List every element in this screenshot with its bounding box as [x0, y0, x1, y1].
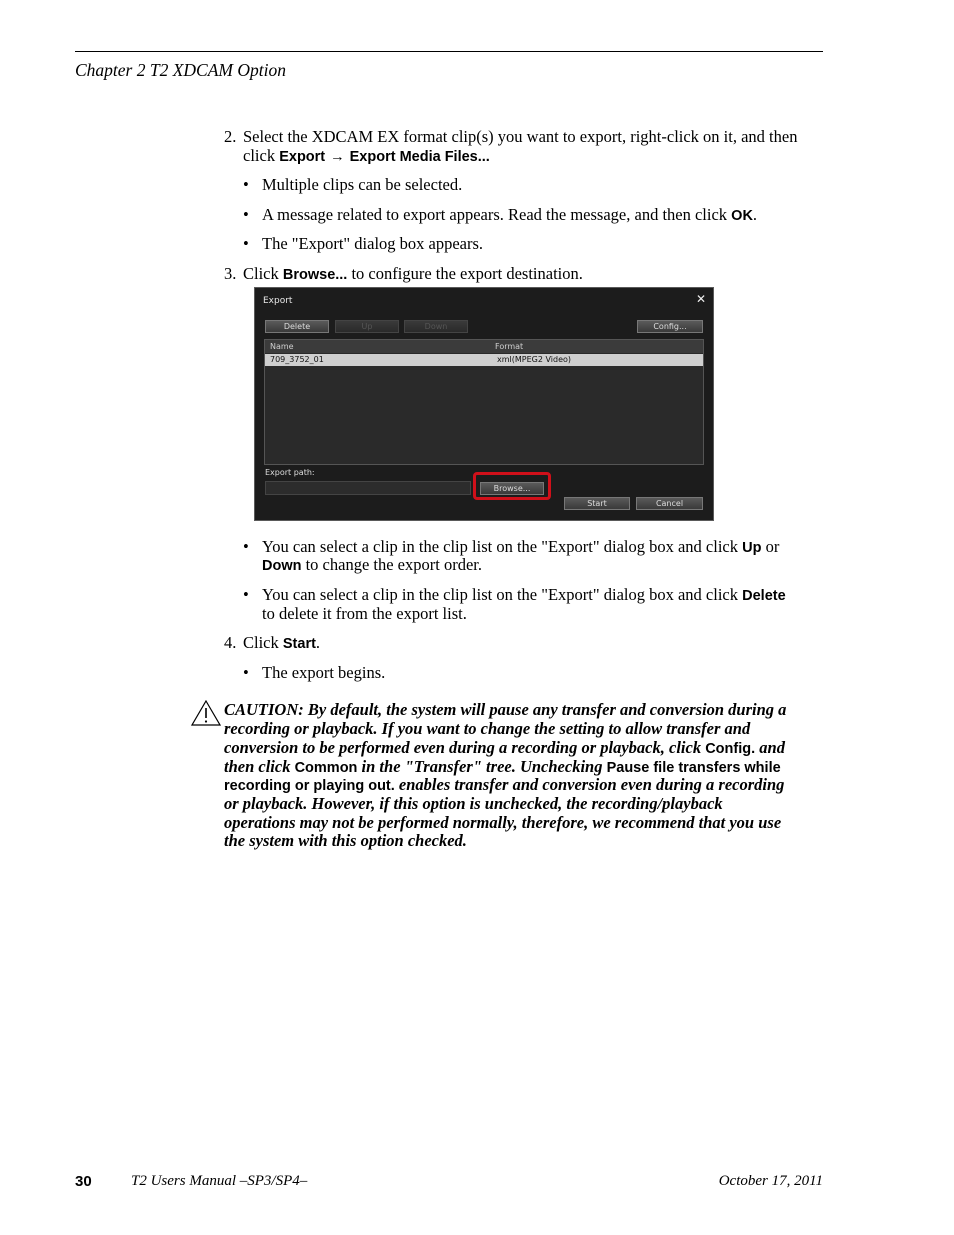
step-4-bullet: The export begins.	[262, 663, 386, 682]
bullet-icon: •	[243, 205, 249, 224]
bullet-text: A message related to export appears. Read the message, and then click	[262, 205, 732, 224]
manual-title: T2 Users Manual –SP3/SP4–	[131, 1173, 308, 1189]
export-path-input[interactable]	[265, 481, 471, 495]
bullet-delete-line1	[262, 585, 786, 606]
config-button[interactable]: Config...	[637, 320, 703, 333]
caution-text: and	[755, 738, 785, 757]
export-dialog	[254, 287, 714, 521]
chapter-heading: Chapter 2 T2 XDCAM Option	[75, 60, 286, 80]
caution-line-3	[224, 738, 785, 759]
step-2-bullet-1: Multiple clips can be selected.	[262, 175, 463, 194]
bullet-tail: to change the export order.	[301, 555, 482, 574]
step-2-line2	[243, 146, 490, 167]
bullet-delete-line2: to delete it from the export list.	[262, 604, 467, 623]
down-button[interactable]: Down	[404, 320, 468, 333]
pause-option-ref-cont: recording or playing out.	[224, 778, 395, 794]
delete-button[interactable]: Delete	[265, 320, 329, 333]
export-menu-ref: Export	[279, 149, 326, 165]
delete-ref: Delete	[742, 588, 786, 604]
bullet-icon: •	[243, 537, 249, 556]
step-3-text	[243, 264, 583, 285]
caution-text: in the "Transfer" tree. Unchecking	[357, 757, 607, 776]
caution-text: enables transfer and conversion even during a recording	[394, 775, 785, 794]
caution-line-6: or playback. However, if this option is unchecked, the recording/playback	[224, 794, 723, 813]
browse-ref: Browse...	[282, 267, 348, 283]
caution-line-7: operations may not be performed normally, therefore, we recommend that you use	[224, 813, 782, 832]
dialog-title: Export	[263, 296, 293, 306]
caution-text: then click	[224, 757, 295, 776]
config-ref: Config.	[705, 741, 756, 757]
table-row[interactable]	[265, 354, 703, 366]
step-2-bullet-3: The "Export" dialog box appears.	[262, 234, 484, 253]
common-ref: Common	[294, 760, 358, 776]
up-ref: Up	[742, 540, 762, 556]
bullet-text: You can select a clip in the clip list on the "Export" dialog box and click	[262, 537, 743, 556]
page-number: 30	[75, 1173, 92, 1190]
list-header	[265, 340, 703, 353]
caution-text: conversion to be performed even during a recording or playback, click	[224, 738, 706, 757]
bullet-up-down-line2	[262, 555, 482, 576]
bullet-icon: •	[243, 175, 249, 194]
step-4-number: 4.	[224, 633, 237, 652]
row-name: 709_3752_01	[270, 355, 324, 364]
column-name[interactable]: Name	[270, 342, 294, 351]
footer-date: October 17, 2011	[718, 1173, 823, 1189]
start-ref: Start	[282, 636, 316, 652]
arrow-icon: →	[330, 149, 345, 165]
step-2-number: 2.	[224, 127, 237, 146]
step-2-line1: Select the XDCAM EX format clip(s) you want to export, right-click on it, and then	[243, 127, 798, 146]
clip-list[interactable]	[264, 339, 704, 465]
step-2-bullet-2	[262, 205, 757, 226]
export-path-label: Export path:	[265, 468, 315, 477]
pause-option-ref: Pause file transfers while	[606, 760, 781, 776]
caution-line-8: the system with this option checked.	[224, 831, 467, 850]
caution-line-2: recording or playback. If you want to change the setting to allow transfer and	[224, 719, 751, 738]
ok-ref: OK	[731, 208, 753, 224]
bullet-tail: .	[752, 205, 758, 224]
export-media-files-ref: Export Media Files...	[349, 149, 490, 165]
cancel-button[interactable]: Cancel	[636, 497, 703, 510]
step-4-pre: Click	[243, 633, 283, 652]
down-ref: Down	[262, 558, 302, 574]
close-icon[interactable]: ✕	[695, 292, 706, 306]
step-3-post: to configure the export destination.	[347, 264, 583, 283]
bullet-or: or	[761, 537, 780, 556]
step-3-number: 3.	[224, 264, 237, 283]
step-4-post: .	[315, 633, 321, 652]
up-button[interactable]: Up	[335, 320, 399, 333]
caution-icon	[191, 700, 221, 726]
caution-line-5	[224, 775, 784, 796]
step-3-pre: Click	[243, 264, 283, 283]
step-4-text	[243, 633, 320, 654]
bullet-icon: •	[243, 234, 249, 253]
row-format: xml(MPEG2 Video)	[497, 355, 572, 364]
column-format[interactable]: Format	[495, 342, 524, 351]
start-button[interactable]: Start	[564, 497, 630, 510]
bullet-icon: •	[243, 585, 249, 604]
browse-button[interactable]: Browse...	[480, 482, 544, 495]
bullet-text: You can select a clip in the clip list on the "Export" dialog box and click	[262, 585, 743, 604]
bullet-icon: •	[243, 663, 249, 682]
step-2-click-text: click	[243, 146, 280, 165]
header-rule	[75, 51, 823, 52]
caution-line-1: CAUTION: By default, the system will pause any transfer and conversion during a	[224, 700, 787, 719]
